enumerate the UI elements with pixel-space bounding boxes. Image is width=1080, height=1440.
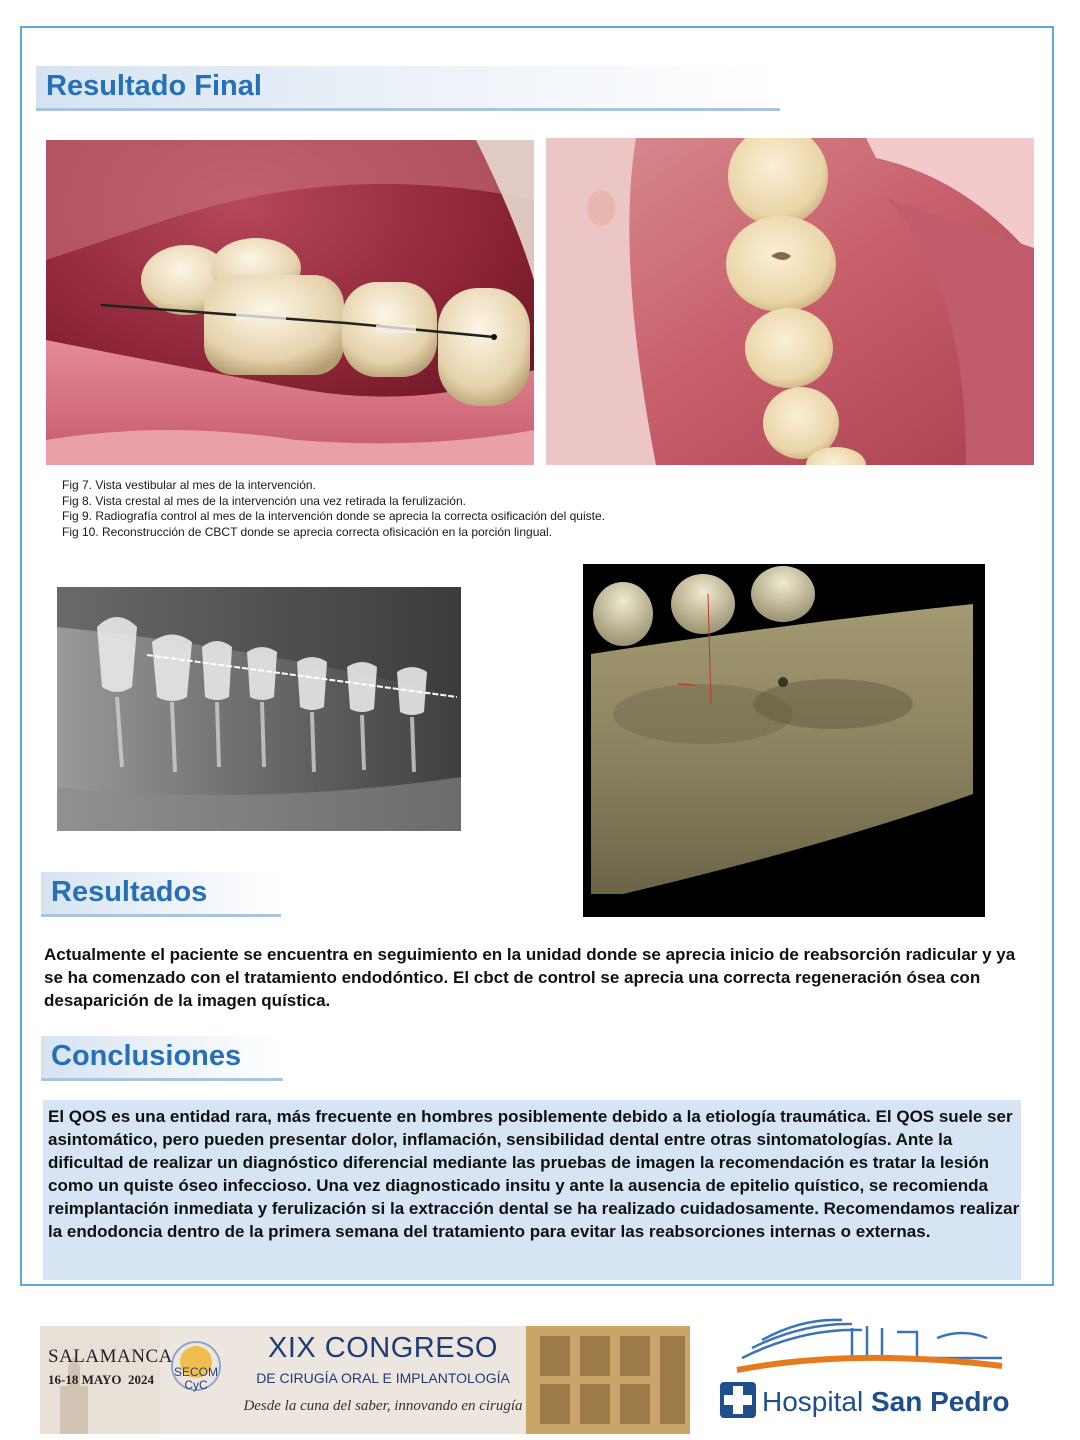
caption-fig8: Fig 8. Vista crestal al mes de la intervención una vez retirada la ferulización. <box>62 493 466 508</box>
congress-motto: Desde la cuna del saber, innovando en cirugía <box>243 1398 523 1414</box>
society-logo: SECOM CyC <box>173 1365 218 1392</box>
congress-banner <box>40 1326 690 1434</box>
section-title-results: Resultados <box>51 876 208 908</box>
fig7-vestibular-photo <box>46 140 534 465</box>
congress-title: XIX CONGRESO <box>268 1332 498 1364</box>
congress-subtitle: DE CIRUGÍA ORAL E IMPLANTOLOGÍA <box>256 1370 510 1386</box>
section-header-conclusions <box>41 1036 283 1081</box>
section-header-results <box>41 872 281 917</box>
section-title-conclusions: Conclusiones <box>51 1040 242 1072</box>
results-paragraph: Actualmente el paciente se encuentra en seguimiento en la unidad donde se aprecia inicio de reabsorción radicular y ya se ha comenzado con el tratamiento endodóntico. El cbct de control se aprecia una correcta regeneración ósea con desaparición de la imagen quística. <box>44 945 1016 1010</box>
caption-fig7: Fig 7. Vista vestibular al mes de la intervención. <box>62 478 316 492</box>
hospital-logo <box>712 1318 1032 1434</box>
fig10-cbct-reconstruction <box>583 564 985 917</box>
fig8-crestal-photo <box>546 138 1034 465</box>
caption-fig9: Fig 9. Radiografía control al mes de la intervención donde se aprecia la correcta osificación del quiste. <box>62 509 605 523</box>
section-header-final <box>36 66 780 111</box>
conclusions-paragraph: El QOS es una entidad rara, más frecuente en hombres posiblemente debido a la etiología traumática. El QOS suele ser asintomático, pero pueden presentar dolor, inflamación, sensibilidad dental entre otras sintomatologías. Ante la dificultad de realizar un diagnóstico diferencial mediante las pruebas de imagen la recomendación es tratar la lesión como un quiste óseo infeccioso. Una vez diagnosticado insitu y ante la ausencia de epitelio quístico, se recomienda reimplantación inmediata y ferulización si la extracción dental se ha realizado cuidadosamente. Recomendamos realizar la endodoncia dentro de la primera semana del tratamiento para evitar las reabsorciones internas o externas. <box>48 1107 1020 1241</box>
figure-captions <box>62 478 762 540</box>
congress-dates: 16-18 MAYO 2024 <box>48 1372 155 1387</box>
hospital-name: San Pedro <box>870 1386 1010 1417</box>
hospital-name-prefix: Hospital <box>762 1386 864 1417</box>
section-title-final: Resultado Final <box>46 70 262 102</box>
fig9-radiograph <box>57 587 461 831</box>
congress-city: SALAMANCA <box>48 1346 173 1367</box>
caption-fig10: Fig 10. Reconstrucción de CBCT donde se aprecia correcta ofisicación en la porción lingual. <box>62 524 553 539</box>
